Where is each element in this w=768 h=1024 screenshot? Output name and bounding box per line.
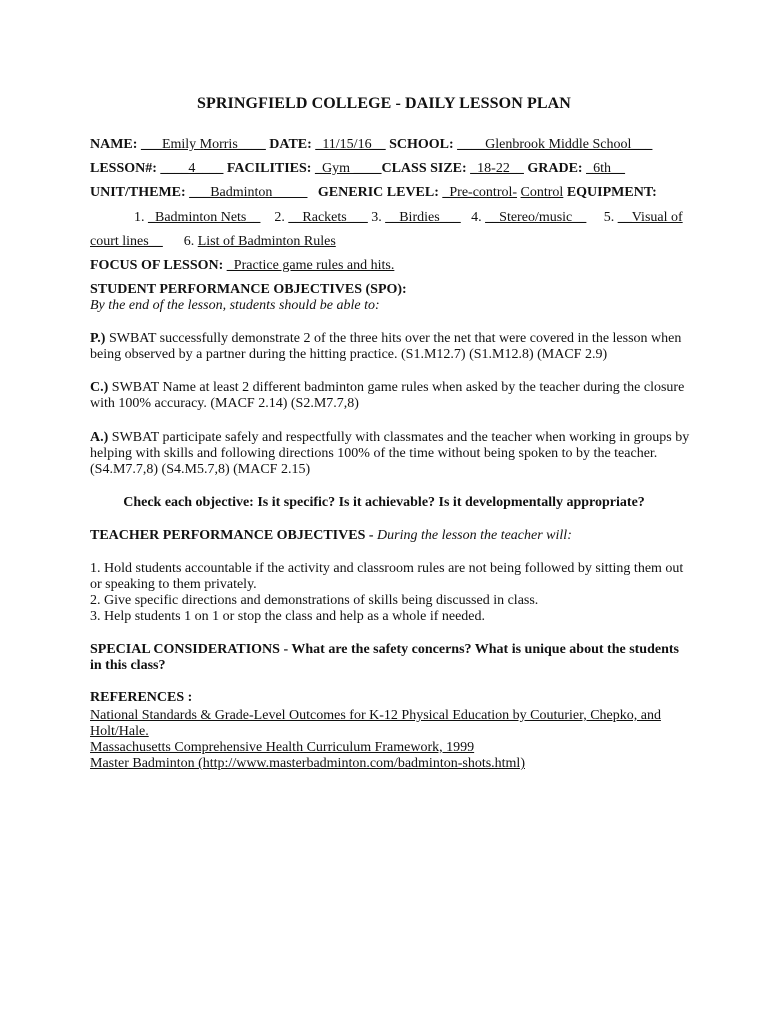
name-label: NAME: xyxy=(90,137,138,152)
equipment-label: EQUIPMENT: xyxy=(566,185,657,200)
date-value: _11/15/16__ xyxy=(315,137,386,152)
equipment-list-line-1 xyxy=(134,210,683,226)
objective-psychomotor xyxy=(90,331,690,363)
header-row-1 xyxy=(90,137,652,153)
generic-level-value-2: Control xyxy=(520,185,564,200)
spo-intro: By the end of the lesson, students should be able to: xyxy=(90,298,380,313)
equipment-num: 4. xyxy=(471,210,482,225)
objective-affective xyxy=(90,430,690,478)
equipment-item: _Badminton Nets__ xyxy=(148,210,261,225)
references-heading: REFERENCES : xyxy=(90,690,193,705)
equipment-item: __Stereo/music__ xyxy=(485,210,587,225)
unit-value: ___Badminton xyxy=(189,185,273,200)
objective-text: SWBAT successfully demonstrate 2 of the three hits over the net that were covered in the lesson when being observed by a partner during the hitting practice. (S1.M12.7) (S1.M12.8) (MACF 2.9) xyxy=(90,331,682,362)
header-row-2 xyxy=(90,161,625,177)
tpo-item: 2. Give specific directions and demonstrations of skills being discussed in class. xyxy=(90,593,539,608)
tpo-intro: During the lesson the teacher will: xyxy=(377,528,572,543)
generic-level-label: GENERIC LEVEL: xyxy=(317,185,439,200)
equipment-num: 3. xyxy=(371,210,382,225)
tpo-heading: TEACHER PERFORMANCE OBJECTIVES xyxy=(90,528,366,543)
reference-link[interactable]: Master Badminton (http://www.masterbadminton.com/badminton-shots.html) xyxy=(90,756,525,771)
school-label: SCHOOL: xyxy=(389,137,454,152)
date-label: DATE: xyxy=(269,137,312,152)
unit-suffix: _____ xyxy=(272,185,308,200)
class-size-value: _18-22__ xyxy=(470,161,524,176)
objective-cognitive xyxy=(90,380,690,412)
objective-text: SWBAT Name at least 2 different badminton game rules when asked by the teacher during the closure with 100% accuracy. (MACF 2.14) (S2.M7.7,8) xyxy=(90,380,685,411)
lesson-label: LESSON#: xyxy=(90,161,157,176)
references-list xyxy=(90,708,670,772)
objective-label: P.) xyxy=(90,331,106,346)
equipment-num: 5. xyxy=(603,210,615,225)
school-value: ____Glenbrook Middle School___ xyxy=(457,137,653,152)
special-considerations: SPECIAL CONSIDERATIONS - What are the safety concerns? What is unique about the students in this class? xyxy=(90,642,679,673)
document-title: SPRINGFIELD COLLEGE - DAILY LESSON PLAN xyxy=(197,95,571,112)
reference-link[interactable]: National Standards & Grade-Level Outcomes for K-12 Physical Education by Couturier, Chepko, and Holt/Hale. xyxy=(90,708,661,739)
objective-checklist: Check each objective: Is it specific? Is it achievable? Is it developmentally appropriate? xyxy=(123,495,645,510)
grade-label: GRADE: xyxy=(527,161,583,176)
equipment-item: __Visual of xyxy=(617,210,683,225)
tpo-item: 1. Hold students accountable if the activity and classroom rules are not being followed by sitting them out or speaking to them privately. xyxy=(90,561,684,592)
spo-heading: STUDENT PERFORMANCE OBJECTIVES (SPO): xyxy=(90,282,407,297)
equipment-num: 6. xyxy=(183,234,195,249)
facilities-value: _Gym ____ xyxy=(314,161,382,176)
focus-row xyxy=(90,258,394,274)
focus-label: FOCUS OF LESSON: xyxy=(90,258,224,273)
tpo-list xyxy=(90,561,690,625)
equipment-num: 1. xyxy=(134,210,145,225)
equipment-item: List of Badminton Rules xyxy=(197,234,336,249)
name-value: ___Emily Morris____ xyxy=(140,137,266,152)
equipment-num: 2. xyxy=(274,210,285,225)
unit-label: UNIT/THEME: xyxy=(90,185,186,200)
class-size-label: CLASS SIZE: xyxy=(381,161,467,176)
equipment-item: __Birdies___ xyxy=(385,210,461,225)
objective-text: SWBAT participate safely and respectfully with classmates and the teacher when working in groups by helping with skills and following directions 100% of the time without being spoken to by the teacher. (S4.M7.7,8) (S4.M5.7,8) (MACF 2.15) xyxy=(90,430,690,477)
header-row-3 xyxy=(90,185,657,201)
equipment-list-line-2 xyxy=(90,234,336,250)
tpo-item: 3. Help students 1 on 1 or stop the class and help as a whole if needed. xyxy=(90,609,486,624)
generic-level-value: _Pre-control- xyxy=(442,185,518,200)
equipment-item: __Rackets___ xyxy=(288,210,368,225)
equipment-item: court lines__ xyxy=(90,234,163,249)
facilities-label: FACILITIES: xyxy=(226,161,312,176)
focus-value: _Practice game rules and hits. xyxy=(226,258,395,273)
grade-value: _6th__ xyxy=(586,161,625,176)
lesson-value: ____4____ xyxy=(160,161,224,176)
tpo-heading-row xyxy=(90,528,572,544)
objective-label: C.) xyxy=(90,380,109,395)
reference-link[interactable]: Massachusetts Comprehensive Health Curriculum Framework, 1999 xyxy=(90,740,475,755)
objective-label: A.) xyxy=(90,430,109,445)
tpo-separator: - xyxy=(365,528,378,543)
